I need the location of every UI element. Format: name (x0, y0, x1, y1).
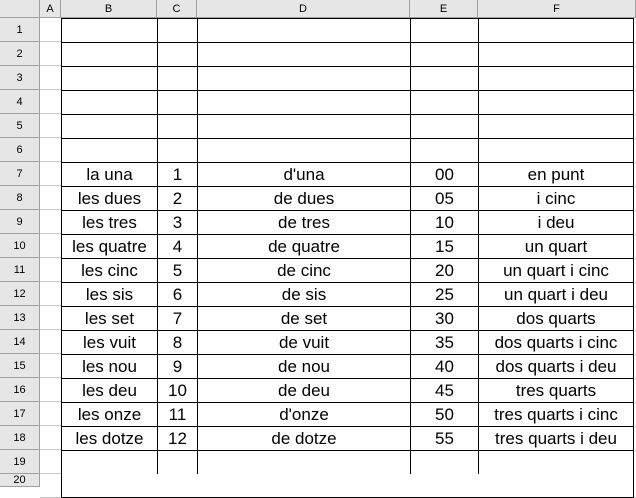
cell-hour-de-form[interactable]: de nou (278, 356, 330, 376)
gridline (40, 113, 61, 114)
cell-minutes[interactable]: 30 (435, 308, 454, 328)
cell-quarter-phrase[interactable]: un quart (524, 236, 588, 256)
cell-minutes[interactable]: 55 (435, 428, 454, 448)
gridline (40, 209, 61, 210)
cell-hour-name[interactable]: les nou (82, 356, 137, 376)
cell-hour-de-form[interactable]: de cinc (277, 260, 331, 280)
row-header-1[interactable]: 1 (0, 18, 40, 42)
gridline (40, 473, 61, 474)
cell-hour-de-form[interactable]: de sis (281, 284, 327, 304)
cell-quarter-phrase[interactable]: i cinc (536, 188, 576, 208)
gridline (40, 185, 61, 186)
cell-hour-number[interactable]: 6 (172, 284, 183, 304)
cell-minutes[interactable]: 45 (435, 380, 454, 400)
cell-minutes[interactable]: 50 (435, 404, 454, 424)
cell-hour-de-form[interactable]: de tres (278, 212, 330, 232)
row-header-8[interactable]: 8 (0, 186, 40, 210)
cell-quarter-phrase[interactable]: dos quarts i deu (495, 356, 617, 376)
column-header-f[interactable]: F (478, 0, 636, 18)
column-header-a[interactable]: A (40, 0, 61, 18)
column-header-e[interactable]: E (410, 0, 478, 18)
row-header-10[interactable]: 10 (0, 234, 40, 258)
cell-hour-number[interactable]: 1 (172, 164, 183, 184)
row-header-2[interactable]: 2 (0, 42, 40, 66)
cell-hour-name[interactable]: la una (86, 164, 133, 184)
table-border-horizontal (61, 450, 634, 451)
row-header-9[interactable]: 9 (0, 210, 40, 234)
gridline (40, 41, 61, 42)
cell-hour-name[interactable]: les quatre (72, 236, 147, 256)
column-header-c[interactable]: C (157, 0, 197, 18)
row-header-20[interactable]: 20 (0, 474, 40, 487)
row-header-12[interactable]: 12 (0, 282, 40, 306)
cell-quarter-phrase[interactable]: tres quarts (515, 380, 597, 400)
gridline (40, 89, 61, 90)
cell-minutes[interactable]: 35 (435, 332, 454, 352)
cell-hour-number[interactable]: 8 (172, 332, 183, 352)
cell-hour-de-form[interactable]: de dues (273, 188, 335, 208)
cell-hour-number[interactable]: 10 (168, 380, 187, 400)
cell-minutes[interactable]: 15 (435, 236, 454, 256)
cell-hour-number[interactable]: 12 (168, 428, 187, 448)
gridline (40, 449, 61, 450)
gridline (40, 233, 61, 234)
cell-quarter-phrase[interactable]: dos quarts i cinc (494, 332, 618, 352)
cell-minutes[interactable]: 40 (435, 356, 454, 376)
cell-hour-de-form[interactable]: de vuit (278, 332, 330, 352)
gridline (40, 329, 61, 330)
cell-hour-number[interactable]: 11 (168, 404, 187, 424)
row-header-15[interactable]: 15 (0, 354, 40, 378)
cell-hour-de-form[interactable]: de dotze (271, 428, 337, 448)
table-border-horizontal (61, 90, 634, 91)
gridline (40, 305, 61, 306)
cell-hour-name[interactable]: les tres (82, 212, 137, 232)
row-header-11[interactable]: 11 (0, 258, 40, 282)
cell-hour-name[interactable]: les dues (77, 188, 142, 208)
gridline (40, 257, 61, 258)
cell-hour-name[interactable]: les dotze (75, 428, 144, 448)
gridline (40, 377, 61, 378)
gridline (40, 281, 61, 282)
cell-minutes[interactable]: 10 (435, 212, 454, 232)
cell-quarter-phrase[interactable]: tres quarts i cinc (494, 404, 618, 424)
cell-hour-name[interactable]: les set (84, 308, 135, 328)
gridline (40, 65, 61, 66)
row-header-14[interactable]: 14 (0, 330, 40, 354)
table-border-horizontal (61, 114, 634, 115)
table-border-horizontal (61, 42, 634, 43)
cell-hour-name[interactable]: les cinc (81, 260, 138, 280)
gridline (40, 161, 61, 162)
row-header-18[interactable]: 18 (0, 426, 40, 450)
cell-quarter-phrase[interactable]: un quart i deu (504, 284, 608, 304)
cell-hour-number[interactable]: 7 (172, 308, 183, 328)
row-header-17[interactable]: 17 (0, 402, 40, 426)
cell-hour-de-form[interactable]: de deu (278, 380, 330, 400)
column-header-b[interactable]: B (61, 0, 157, 18)
table-border-horizontal (61, 66, 634, 67)
row-header-3[interactable]: 3 (0, 66, 40, 90)
cell-hour-number[interactable]: 3 (172, 212, 183, 232)
gridline (40, 401, 61, 402)
row-header-13[interactable]: 13 (0, 306, 40, 330)
cell-hour-number[interactable]: 4 (172, 236, 183, 256)
row-header-6[interactable]: 6 (0, 138, 40, 162)
cell-hour-name[interactable]: les deu (82, 380, 137, 400)
cell-minutes[interactable]: 25 (435, 284, 454, 304)
row-header-5[interactable]: 5 (0, 114, 40, 138)
cell-minutes[interactable]: 00 (435, 164, 454, 184)
cell-hour-de-form[interactable]: d'una (283, 164, 325, 184)
row-header-4[interactable]: 4 (0, 90, 40, 114)
cell-quarter-phrase[interactable]: un quart i cinc (503, 260, 609, 280)
cell-hour-name[interactable]: les onze (77, 404, 142, 424)
gridline (40, 353, 61, 354)
cell-quarter-phrase[interactable]: tres quarts i deu (495, 428, 617, 448)
select-all-corner[interactable] (0, 0, 40, 18)
cell-quarter-phrase[interactable]: dos quarts (516, 308, 596, 328)
row-header-16[interactable]: 16 (0, 378, 40, 402)
cell-hour-number[interactable]: 5 (172, 260, 183, 280)
cell-hour-de-form[interactable]: de quatre (268, 236, 340, 256)
table-border-horizontal (61, 18, 634, 19)
cell-hour-name[interactable]: les vuit (83, 332, 136, 352)
gridline (40, 137, 61, 138)
row-header-7[interactable]: 7 (0, 162, 40, 186)
cell-hour-number[interactable]: 2 (172, 188, 183, 208)
gridline (40, 425, 61, 426)
cell-quarter-phrase[interactable]: i deu (537, 212, 575, 232)
column-header-d[interactable]: D (197, 0, 410, 18)
row-header-19[interactable]: 19 (0, 450, 40, 474)
cell-hour-de-form[interactable]: d'onze (279, 404, 329, 424)
cell-hour-name[interactable]: les sis (85, 284, 134, 304)
cell-quarter-phrase[interactable]: en punt (527, 164, 585, 184)
cell-hour-de-form[interactable]: de set (280, 308, 328, 328)
cell-minutes[interactable]: 20 (435, 260, 454, 280)
cell-hour-number[interactable]: 9 (172, 356, 183, 376)
cell-minutes[interactable]: 05 (435, 188, 454, 208)
table-border-horizontal (61, 138, 634, 139)
